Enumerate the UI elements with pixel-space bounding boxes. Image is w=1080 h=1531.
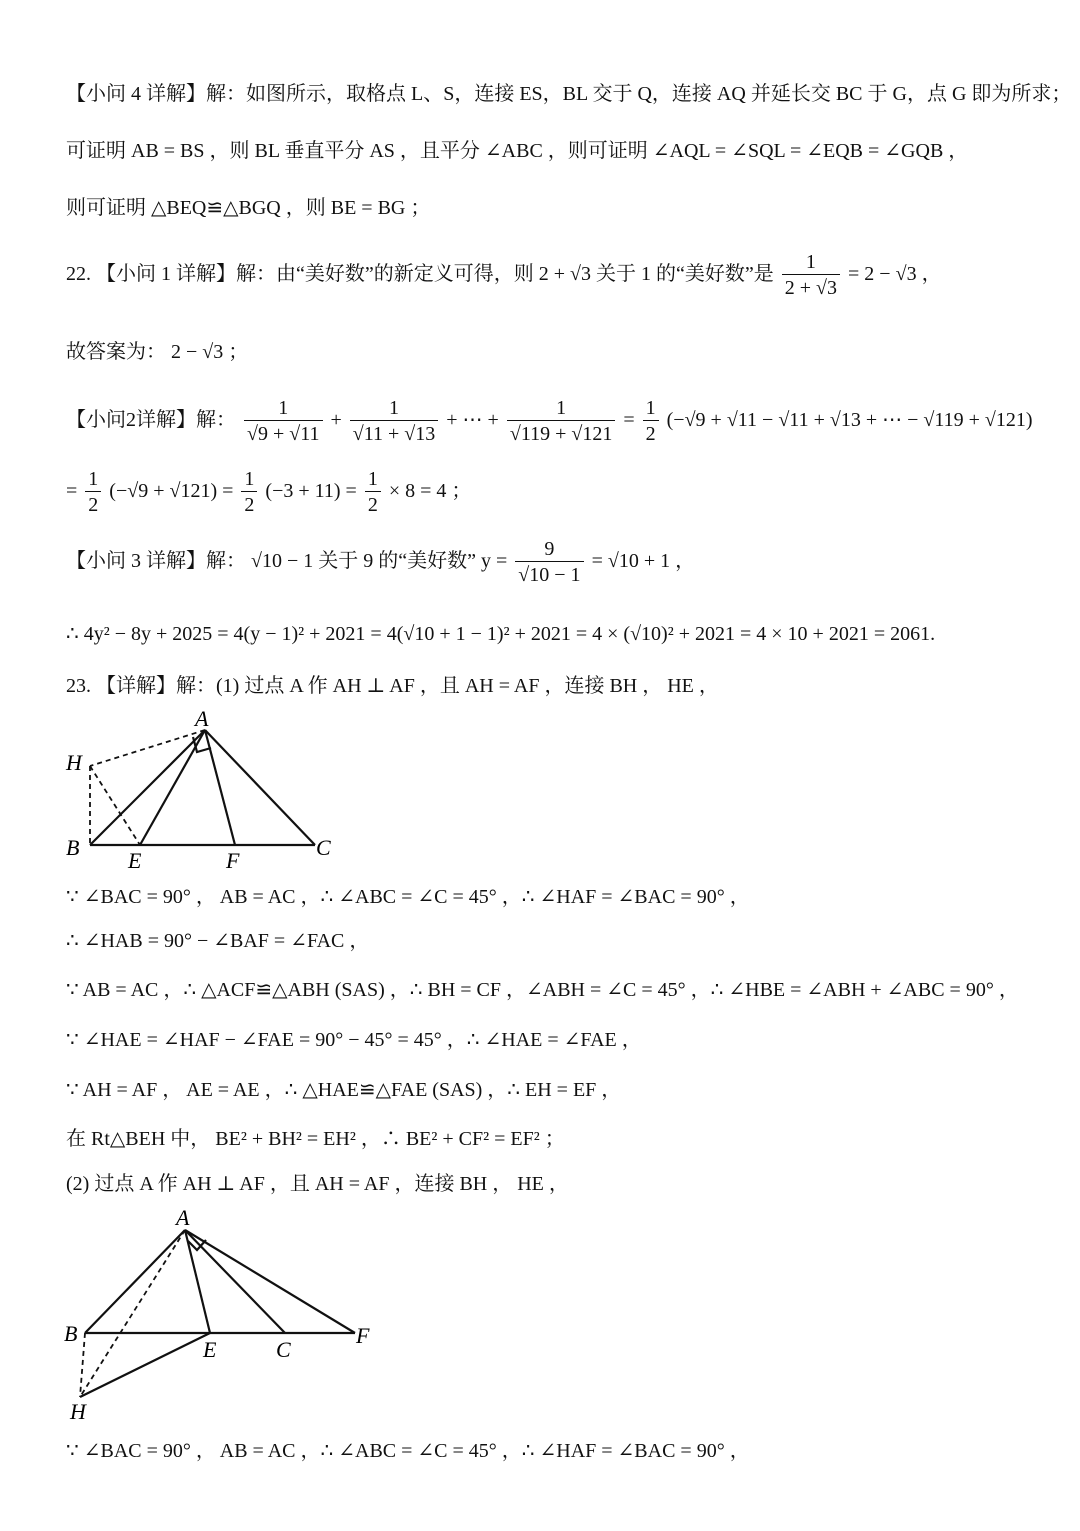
fig2-segment-eh [80, 1333, 210, 1397]
fig1-side-ac [205, 730, 315, 845]
fig2-label-c: C [276, 1337, 291, 1362]
q23-intro: 23. 【详解】解：(1) 过点 A 作 AH ⊥ AF ，且 AH = AF ，连接 BH ， HE ， [66, 675, 719, 697]
q21-line-3: 则可证明 △BEQ≌△BGQ ，则 BE = BG ； [66, 197, 431, 219]
q23-part2-intro: (2) 过点 A 作 AH ⊥ AF ，且 AH = AF ，连接 BH ， HE ， [66, 1173, 569, 1195]
q22-p2-frac1: $\frac{1}{√9 + √11}$ [244, 396, 323, 447]
q22-part2-line2: = $\frac{1}{2}$ (−√9 + √121) = $\frac{1}{2}$ (−3 + 11) = $\frac{1}{2}$ × 8 = 4 ； [66, 468, 472, 516]
q23-step7: ∵ ∠BAC = 90° ， AB = AC ，∴ ∠ABC = ∠C = 45° ，∴ ∠HAF = ∠BAC = 90° ， [66, 1440, 750, 1462]
q22-answer: 故答案为： 2 − √3 ； [66, 341, 249, 363]
q22-p1-fraction: $\frac{1}{2 + √3}$ [782, 250, 840, 301]
fig2-label-e: E [203, 1337, 217, 1362]
figure-2 [60, 1205, 390, 1425]
q22-part1 [66, 250, 1060, 301]
fig1-label-c: C [316, 835, 331, 860]
q23-step3: ∵ AB = AC ，∴ △ACF≌△ABH (SAS) ，∴ BH = CF ，∠ABH = ∠C = 45° ，∴ ∠HBE = ∠ABH + ∠ABC = 90° ， [66, 979, 1019, 1001]
fig1-dashed-he [90, 766, 140, 845]
q23-step4: ∵ ∠HAE = ∠HAF − ∠FAE = 90° − 45° = 45° ，∴ ∠HAE = ∠FAE ， [66, 1029, 642, 1051]
q23-step5: ∵ AH = AF ， AE = AE ，∴ △HAE≌△FAE (SAS) ，∴ EH = EF ， [66, 1079, 622, 1101]
fig2-side-ab [85, 1230, 185, 1333]
q21-line-1: 【小问 4 详解】解：如图所示，取格点 L、S，连接 ES，BL 交于 Q，连接 AQ 并延长交 BC 于 G，点 G 即为所求； [66, 83, 1072, 105]
q22-p2-frac2: $\frac{1}{√11 + √13}$ [350, 396, 439, 447]
q23-step1: ∵ ∠BAC = 90° ， AB = AC ，∴ ∠ABC = ∠C = 45° ，∴ ∠HAF = ∠BAC = 90° ， [66, 886, 750, 908]
q22-p2-half: $\frac{1}{2}$ [643, 396, 659, 447]
q23-step6: 在 Rt△BEH 中， BE² + BH² = EH² ，∴ BE² + CF² = EF² ； [66, 1128, 565, 1150]
fig2-label-h: H [70, 1399, 86, 1424]
fig2-segment-ae [185, 1230, 210, 1333]
fig1-label-f: F [226, 848, 240, 873]
q21-line-2: 可证明 AB = BS ，则 BL 垂直平分 AS ，且平分 ∠ABC ，则可证明 ∠AQL = ∠SQL = ∠EQB = ∠GQB ， [66, 140, 969, 162]
fig2-label-a: A [176, 1205, 190, 1230]
fig2-dashed-bh [80, 1333, 85, 1397]
q22-p1-suffix: = 2 − √3 ， [848, 263, 942, 286]
q23-step2: ∴ ∠HAB = 90° − ∠BAF = ∠FAC ， [66, 930, 370, 952]
q22-p1-prefix: 22. 【小问 1 详解】解：由“美好数”的新定义可得，则 2 + √3 关于 1 的“美好数”是 [66, 263, 774, 286]
fig1-label-h: H [66, 750, 82, 775]
q22-p3-fraction: $\frac{9}{√10 - 1}$ [515, 537, 583, 588]
fig1-label-e: E [128, 848, 142, 873]
figure-1 [60, 700, 350, 880]
q22-part3-line2: ∴ 4y² − 8y + 2025 = 4(y − 1)² + 2021 = 4(√10 + 1 − 1)² + 2021 = 4 × (√10)² + 2021 = 4 × 10 + 2021 = 2061. [66, 623, 936, 645]
q22-p2-frac3: $\frac{1}{√119 + √121}$ [507, 396, 616, 447]
fig1-label-b: B [66, 835, 80, 860]
q22-part2-line1: 【小问2详解】解： $\frac{1}{√9 + √11}$ + $\frac{1}{√11 + √13}$ + ⋯ + $\frac{1}{√119 + √121}$ = $\frac{1}{2}$ (−√9 + √11 − √11 + √13 + ⋯ − √119 + √121) [66, 397, 1033, 445]
q22-part3-line1: 【小问 3 详解】解： √10 − 1 关于 9 的“美好数” y = $\frac{9}{√10 - 1}$ = √10 + 1 ， [66, 538, 696, 586]
fig2-label-b: B [64, 1321, 78, 1346]
fig1-label-a: A [195, 706, 209, 731]
fig2-label-f: F [356, 1323, 370, 1348]
fig1-side-ab [90, 730, 205, 845]
